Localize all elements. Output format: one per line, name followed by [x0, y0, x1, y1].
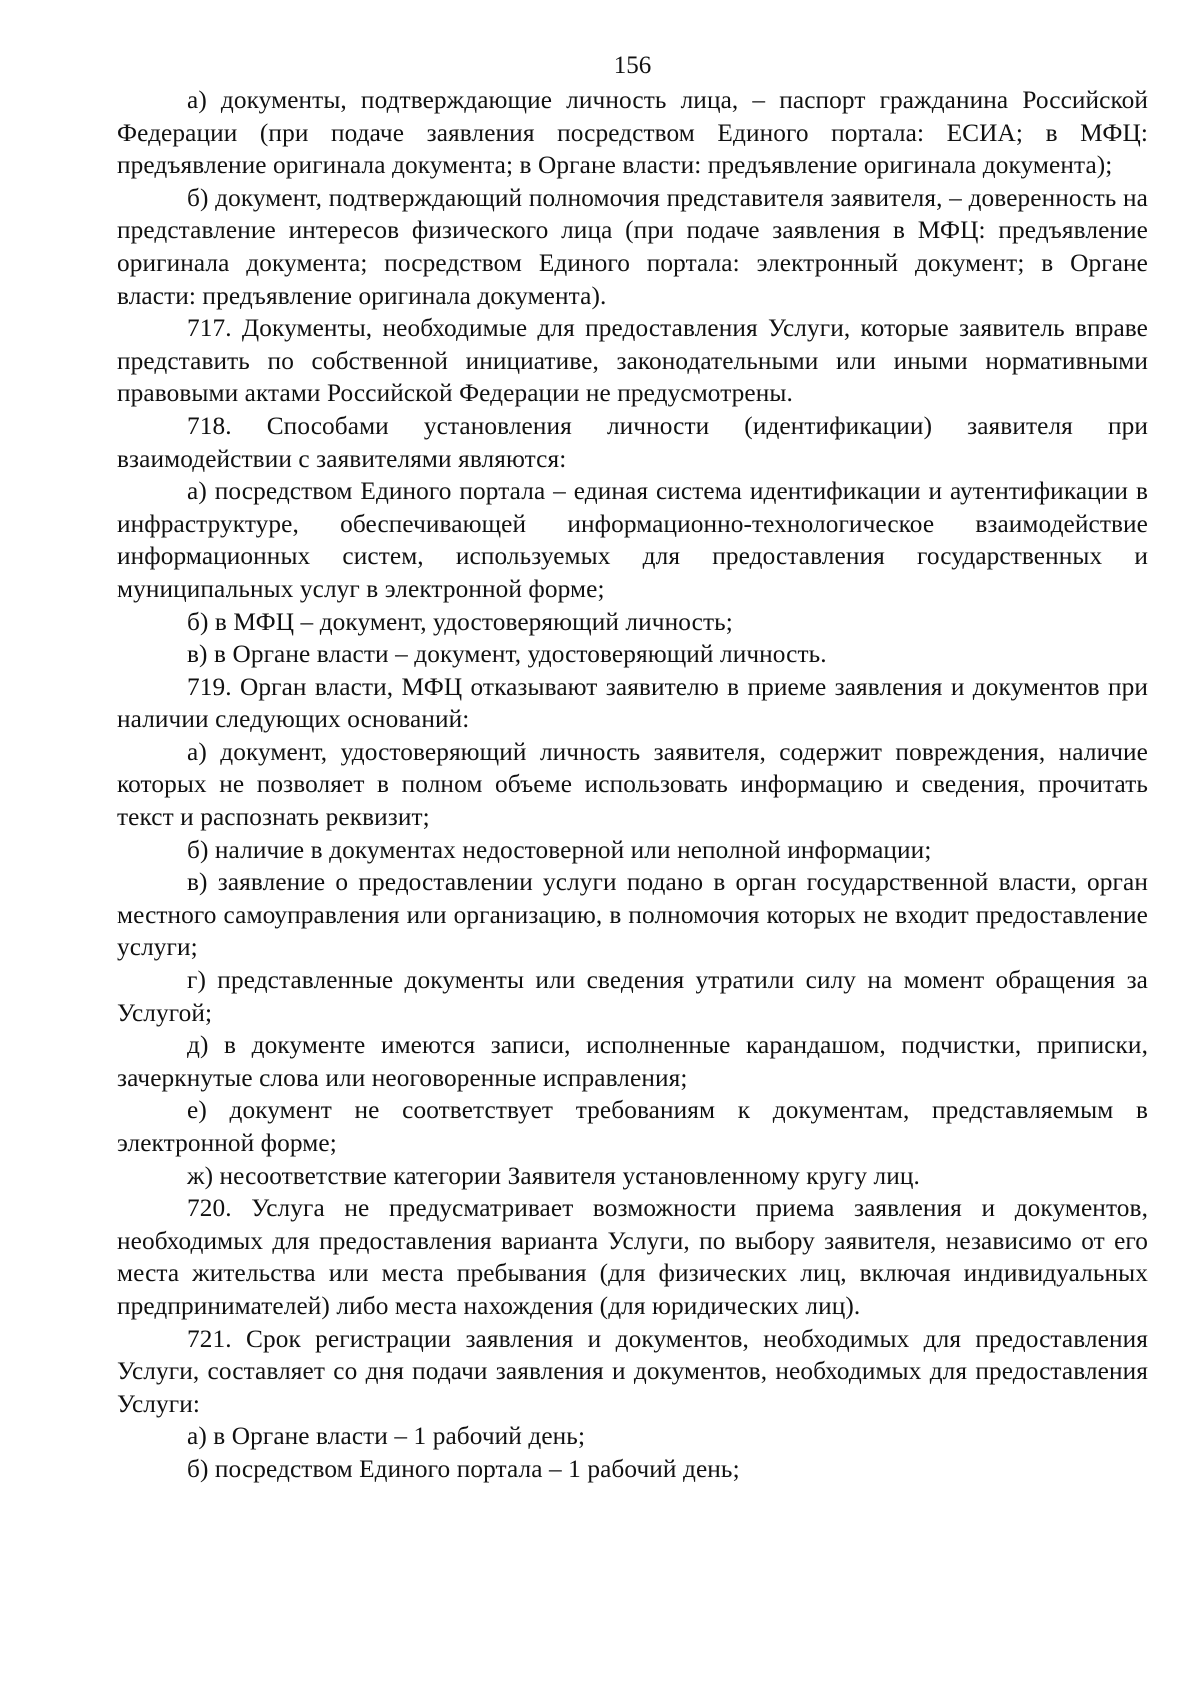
paragraph: 721. Срок регистрации заявления и документов, необходимых для предоставления Услуги, составляет со дня подачи заявления и документов, необходимых для предоставления Услуги: — [117, 1324, 1148, 1418]
page-number: 156 — [613, 52, 652, 79]
paragraph: 719. Орган власти, МФЦ отказывают заявителю в приеме заявления и документов при наличии следующих оснований: — [117, 672, 1148, 734]
paragraph: 720. Услуга не предусматривает возможности приема заявления и документов, необходимых для предоставления варианта Услуги, по выбору заявителя, независимо от его места жительства или места пребывания (для физических лиц, включая индивидуальных предпринимателей) либо места нахождения (для юридических лиц). — [117, 1194, 1148, 1320]
document-body — [117, 84, 1148, 1486]
paragraph: б) в МФЦ – документ, удостоверяющий личность; — [187, 607, 733, 636]
paragraph: г) представленные документы или сведения утратили силу на момент обращения за Услугой; — [117, 966, 1148, 1027]
paragraph: б) посредством Единого портала – 1 рабочий день; — [187, 1454, 740, 1483]
paragraph: а) посредством Единого портала – единая система идентификации и аутентификации в инфраструктуре, обеспечивающей информационно-технологическое взаимодействие информационных систем, используемых для предоставления государственных и муниципальных услуг в электронной форме; — [117, 477, 1148, 603]
paragraph: 718. Способами установления личности (идентификации) заявителя при взаимодействии с заявителями являются: — [117, 411, 1148, 473]
paragraph: 717. Документы, необходимые для предоставления Услуги, которые заявитель вправе представить по собственной инициативе, законодательными или иными нормативными правовыми актами Российской Федерации не предусмотрены. — [117, 314, 1148, 408]
paragraph: в) в Органе власти – документ, удостоверяющий личность. — [187, 640, 827, 669]
paragraph: а) документ, удостоверяющий личность заявителя, содержит повреждения, наличие которых не позволяет в полном объеме использовать информацию и сведения, прочитать текст и распознать реквизит; — [117, 737, 1148, 832]
paragraph: а) в Органе власти – 1 рабочий день; — [187, 1422, 586, 1451]
paragraph: ж) несоответствие категории Заявителя установленному кругу лиц. — [187, 1161, 920, 1190]
paragraph: д) в документе имеются записи, исполненные карандашом, подчистки, приписки, зачеркнутые слова или неоговоренные исправления; — [117, 1031, 1148, 1092]
paragraph: б) наличие в документах недостоверной или неполной информации; — [187, 835, 932, 864]
paragraph: а) документы, подтверждающие личность лица, – паспорт гражданина Российской Федерации (при подаче заявления посредством Единого портала: ЕСИА; в МФЦ: предъявление оригинала документа; в Органе власти: предъявление оригинала документа); — [117, 86, 1148, 180]
paragraph: е) документ не соответствует требованиям к документам, представляемым в электронной форме; — [117, 1096, 1148, 1157]
document-page — [117, 50, 1148, 1486]
paragraph: б) документ, подтверждающий полномочия представителя заявителя, – доверенность на представление интересов физического лица (при подаче заявления в МФЦ: предъявление оригинала документа; посредством Единого портала: электронный документ; в Органе власти: предъявление оригинала документа). — [117, 183, 1148, 310]
paragraph: в) заявление о предоставлении услуги подано в орган государственной власти, орган местного самоуправления или организацию, в полномочия которых не входит предоставление услуги; — [117, 868, 1148, 962]
